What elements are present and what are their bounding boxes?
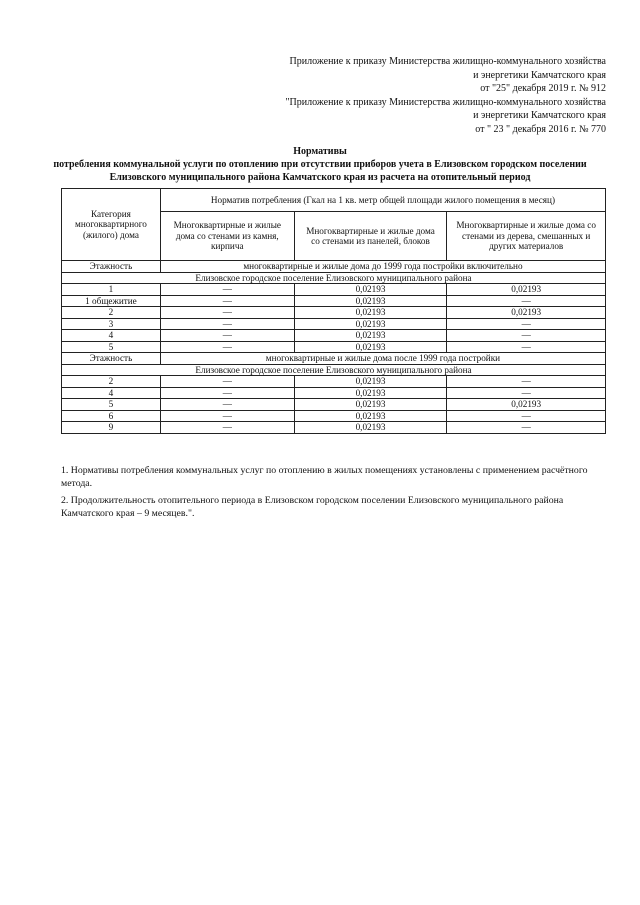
period-label: многоквартирные и жилые дома до 1999 года постройки включительно xyxy=(160,261,605,273)
header-stone: Многоквартирные и жилые дома со стенами из камня, кирпича xyxy=(160,212,294,261)
cell-stone: — xyxy=(160,307,294,319)
cell-panel: 0,02193 xyxy=(294,330,447,342)
cell-panel: 0,02193 xyxy=(294,307,447,319)
section-settlement-row xyxy=(62,272,606,284)
table-row xyxy=(62,307,606,319)
cell-floors: 2 xyxy=(62,307,161,319)
header-panel: Многоквартирные и жилые дома со стенами из панелей, блоков xyxy=(294,212,447,261)
table-row xyxy=(62,399,606,411)
cell-floors: 6 xyxy=(62,410,161,422)
cell-panel: 0,02193 xyxy=(294,318,447,330)
table-row xyxy=(62,284,606,296)
floors-label: Этажность xyxy=(62,261,161,273)
cell-stone: — xyxy=(160,376,294,388)
section-period-row xyxy=(62,261,606,273)
document-subtitle-2: Елизовского муниципального района Камчатского края из расчета на отопительный период xyxy=(109,172,531,183)
cell-wood: — xyxy=(447,330,606,342)
header-line: и энергетики Камчатского края xyxy=(473,69,606,81)
cell-floors: 1 xyxy=(62,284,161,296)
table-row xyxy=(62,410,606,422)
table-row xyxy=(62,376,606,388)
cell-stone: — xyxy=(160,318,294,330)
cell-floors: 2 xyxy=(62,376,161,388)
cell-wood: — xyxy=(447,318,606,330)
table-row xyxy=(62,295,606,307)
floors-label: Этажность xyxy=(62,353,161,365)
header-line: от "25" декабря 2019 г. № 912 xyxy=(480,83,606,94)
header-norm: Норматив потребления (Гкал на 1 кв. метр общей площади жилого помещения в месяц) xyxy=(160,189,605,212)
document-subtitle: потребления коммунальной услуги по отоплению при отсутствии приборов учета в Елизовском городском поселении xyxy=(53,159,587,170)
header-line: и энергетики Камчатского края xyxy=(473,110,606,121)
cell-floors: 5 xyxy=(62,341,161,353)
cell-wood: 0,02193 xyxy=(447,307,606,319)
cell-wood: 0,02193 xyxy=(447,399,606,411)
section-settlement-row xyxy=(62,364,606,376)
settlement-label: Елизовское городское поселение Елизовского муниципального района xyxy=(62,272,606,284)
note-2: 2. Продолжительность отопительного периода в Елизовском городском поселении Елизовского муниципального района Камчатского края – 9 месяцев.". xyxy=(61,495,564,519)
cell-panel: 0,02193 xyxy=(294,410,447,422)
cell-stone: — xyxy=(160,387,294,399)
cell-wood: — xyxy=(447,341,606,353)
cell-panel: 0,02193 xyxy=(294,295,447,307)
norms-table xyxy=(61,188,606,434)
note-1: 1. Нормативы потребления коммунальных услуг по отоплению в жилых помещениях установлены с применением расчётного метода. xyxy=(61,465,588,489)
header-line: от " 23 " декабря 2016 г. № 770 xyxy=(475,123,606,135)
cell-panel: 0,02193 xyxy=(294,387,447,399)
cell-wood: 0,02193 xyxy=(447,284,606,296)
cell-stone: — xyxy=(160,341,294,353)
cell-floors: 1 общежитие xyxy=(62,295,161,307)
cell-wood: — xyxy=(447,387,606,399)
cell-stone: — xyxy=(160,399,294,411)
cell-floors: 4 xyxy=(62,330,161,342)
cell-wood: — xyxy=(447,295,606,307)
cell-stone: — xyxy=(160,410,294,422)
cell-stone: — xyxy=(160,422,294,434)
settlement-label: Елизовское городское поселение Елизовского муниципального района xyxy=(62,364,606,376)
cell-panel: 0,02193 xyxy=(294,284,447,296)
norms-table-body xyxy=(62,189,606,434)
header-line: Приложение к приказу Министерства жилищно-коммунального хозяйства xyxy=(289,56,606,67)
cell-stone: — xyxy=(160,330,294,342)
cell-wood: — xyxy=(447,376,606,388)
appendix-header xyxy=(285,55,606,136)
cell-floors: 4 xyxy=(62,387,161,399)
cell-floors: 3 xyxy=(62,318,161,330)
cell-panel: 0,02193 xyxy=(294,341,447,353)
cell-stone: — xyxy=(160,295,294,307)
header-line: "Приложение к приказу Министерства жилищно-коммунального хозяйства xyxy=(285,96,606,108)
table-row xyxy=(62,387,606,399)
table-row xyxy=(62,330,606,342)
table-row xyxy=(62,318,606,330)
cell-panel: 0,02193 xyxy=(294,422,447,434)
table-row xyxy=(62,341,606,353)
section-period-row xyxy=(62,353,606,365)
cell-wood: — xyxy=(447,422,606,434)
header-wood: Многоквартирные и жилые дома со стенами из дерева, смешанных и других материалов xyxy=(447,212,606,261)
cell-panel: 0,02193 xyxy=(294,376,447,388)
cell-panel: 0,02193 xyxy=(294,399,447,411)
table-row xyxy=(62,422,606,434)
period-label: многоквартирные и жилые дома после 1999 года постройки xyxy=(160,353,605,365)
document-title: Нормативы xyxy=(293,146,347,157)
cell-floors: 5 xyxy=(62,399,161,411)
cell-stone: — xyxy=(160,284,294,296)
cell-wood: — xyxy=(447,410,606,422)
cell-floors: 9 xyxy=(62,422,161,434)
header-category: Категория многоквартирного (жилого) дома xyxy=(62,189,161,261)
